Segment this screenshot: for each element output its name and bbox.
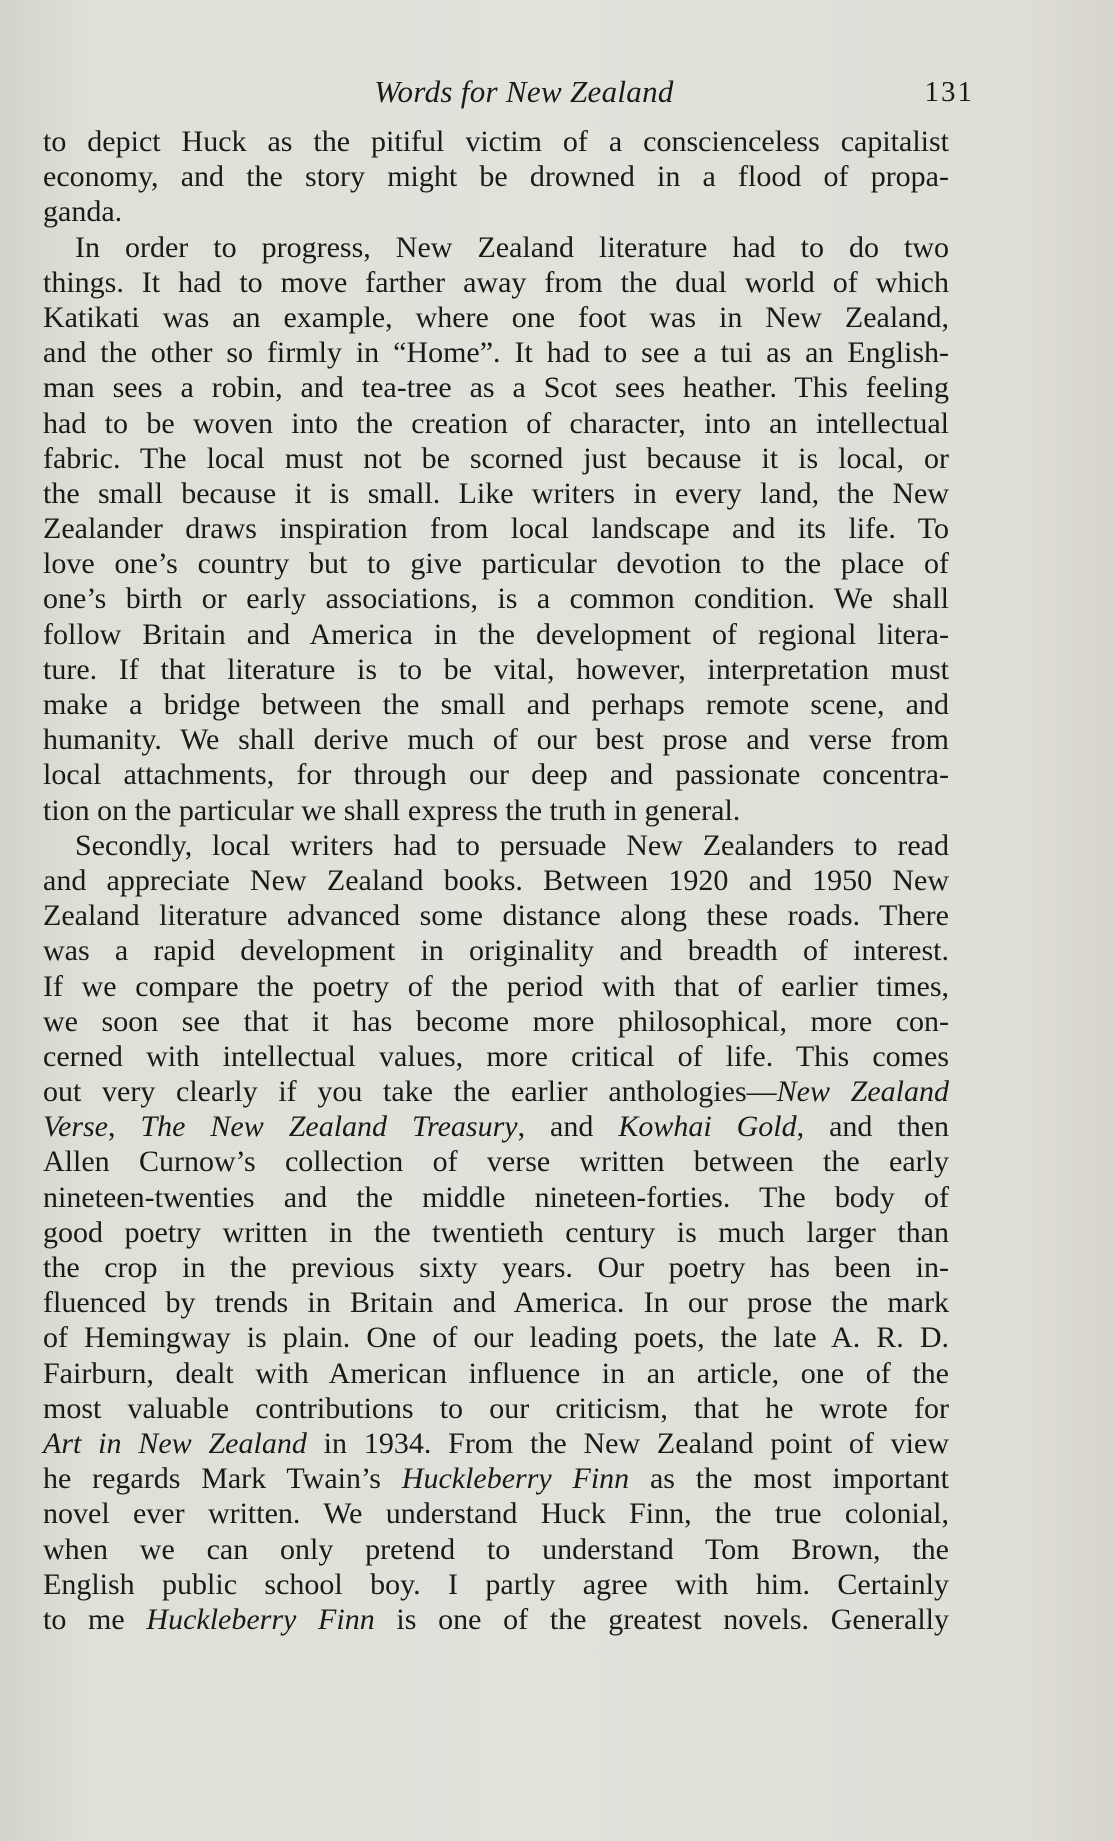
text-line: Zealander draws inspiration from local landscape and its life. To: [43, 512, 949, 546]
text-line: good poetry written in the twentieth century is much larger than: [43, 1215, 949, 1249]
text-line: was a rapid development in originality and breadth of interest.: [43, 934, 949, 968]
text-line: humanity. We shall derive much of our best prose and verse from: [43, 723, 949, 757]
text-line: Secondly, local writers had to persuade New Zealanders to read: [75, 828, 949, 862]
text-line: Fairburn, dealt with American influence in an article, one of the: [43, 1356, 949, 1390]
text-line: had to be woven into the creation of character, into an intellectual: [43, 406, 949, 440]
text-line: Zealand literature advanced some distance along these roads. There: [43, 899, 949, 933]
text-line: nineteen-twenties and the middle nineteen-forties. The body of: [43, 1180, 949, 1214]
text-line: when we can only pretend to understand Tom Brown, the: [43, 1532, 949, 1566]
body-text: [43, 124, 949, 1637]
text-line: the crop in the previous sixty years. Our poetry has been in-: [43, 1251, 949, 1284]
text-line: we soon see that it has become more philosophical, more con-: [43, 1004, 949, 1038]
text-line: to depict Huck as the pitiful victim of a conscienceless capitalist: [43, 125, 949, 158]
running-head: [40, 70, 974, 114]
text-line: love one’s country but to give particular devotion to the place of: [43, 547, 949, 581]
text-line: to me Huckleberry Finn is one of the greatest novels. Generally: [43, 1602, 949, 1636]
text-line: If we compare the poetry of the period with that of earlier times,: [43, 969, 949, 1003]
text-line: Allen Curnow’s collection of verse written between the early: [43, 1145, 949, 1179]
text-line: Verse, The New Zealand Treasury, and Kowhai Gold, and then: [43, 1110, 950, 1144]
text-line: novel ever written. We understand Huck Finn, the true colonial,: [43, 1497, 949, 1531]
text-line: ture. If that literature is to be vital, however, interpretation must: [43, 652, 949, 686]
text-line: make a bridge between the small and perhaps remote scene, and: [43, 688, 949, 721]
text-line: and appreciate New Zealand books. Between 1920 and 1950 New: [43, 863, 949, 897]
text-line: tion on the particular we shall express the truth in general.: [43, 793, 741, 827]
text-line: Art in New Zealand in 1934. From the New Zealand point of view: [43, 1426, 949, 1460]
text-line: fluenced by trends in Britain and America. In our prose the mark: [43, 1286, 949, 1320]
text-line: In order to progress, New Zealand literature had to do two: [75, 230, 949, 264]
text-line: cerned with intellectual values, more critical of life. This comes: [43, 1039, 949, 1073]
text-line: economy, and the story might be drowned in a flood of propa-: [43, 160, 949, 194]
text-line: he regards Mark Twain’s Huckleberry Finn as the most important: [43, 1462, 949, 1496]
running-title: Words for New Zealand: [374, 74, 674, 109]
text-line: local attachments, for through our deep and passionate concentra-: [43, 758, 949, 792]
text-line: English public school boy. I partly agree with him. Certainly: [43, 1567, 949, 1601]
text-line: the small because it is small. Like writers in every land, the New: [43, 476, 949, 510]
text-line: follow Britain and America in the development of regional litera-: [43, 617, 949, 651]
page-number: 131: [924, 76, 974, 108]
text-line: and the other so firmly in “Home”. It had to see a tui as an English-: [43, 336, 949, 370]
text-line: one’s birth or early associations, is a common condition. We shall: [43, 582, 949, 616]
text-line: man sees a robin, and tea-tree as a Scot sees heather. This feeling: [43, 371, 949, 405]
text-line: of Hemingway is plain. One of our leading poets, the late A. R. D.: [43, 1321, 949, 1355]
text-line: out very clearly if you take the earlier anthologies—New Zealand: [43, 1075, 949, 1109]
text-line: fabric. The local must not be scorned just because it is local, or: [43, 441, 949, 475]
text-line: Katikati was an example, where one foot was in New Zealand,: [43, 300, 949, 334]
text-line: most valuable contributions to our criticism, that he wrote for: [43, 1391, 949, 1425]
text-line: things. It had to move farther away from the dual world of which: [43, 265, 949, 299]
text-line: ganda.: [43, 195, 123, 229]
